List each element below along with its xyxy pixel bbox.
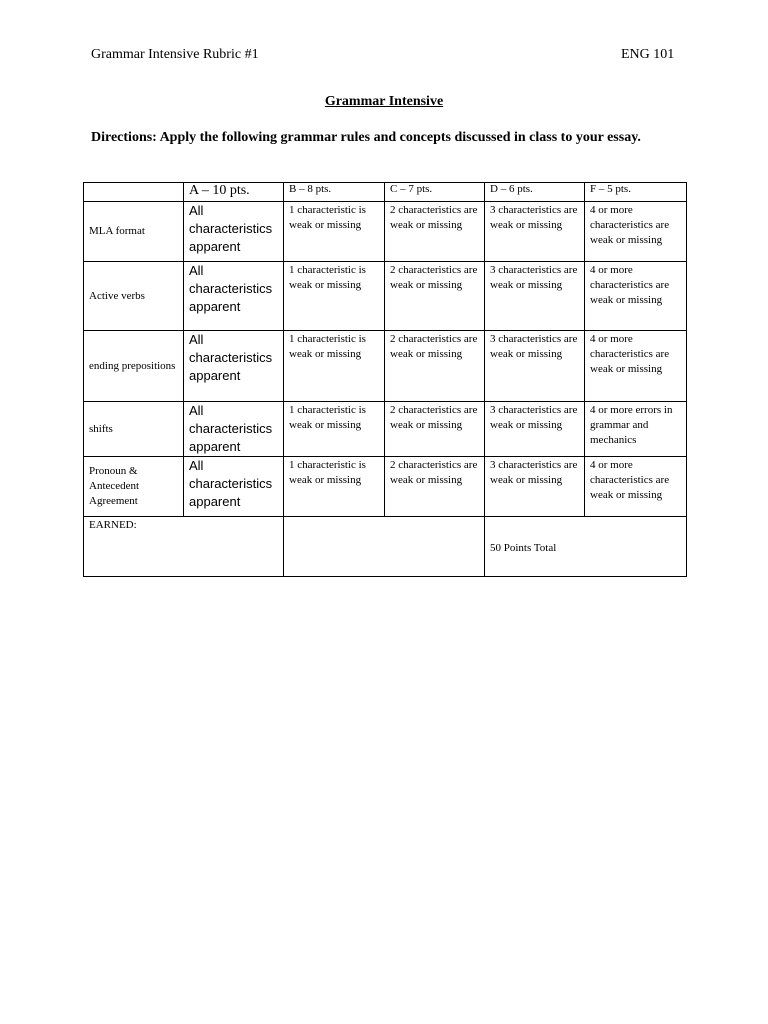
- grade-a-cell: All characteristics apparent: [184, 202, 284, 262]
- grade-f-cell: 4 or more characteristics are weak or missing: [585, 262, 687, 331]
- column-header-f: F – 5 pts.: [585, 183, 687, 202]
- grade-c-cell: 2 characteristics are weak or missing: [385, 262, 485, 331]
- criterion-cell: shifts: [84, 402, 184, 457]
- table-row: [84, 402, 687, 457]
- column-header-d: D – 6 pts.: [485, 183, 585, 202]
- earned-score-cell: [284, 517, 485, 577]
- directions-text: Directions: Apply the following grammar rules and concepts discussed in class to your essay.: [91, 130, 641, 145]
- grade-c-cell: 2 characteristics are weak or missing: [385, 402, 485, 457]
- grade-a-cell: All characteristics apparent: [184, 402, 284, 457]
- grade-d-cell: 3 characteristics are weak or missing: [485, 202, 585, 262]
- page-title: Grammar Intensive: [324, 94, 444, 109]
- header-course-title: Grammar Intensive Rubric #1: [91, 47, 259, 62]
- grade-b-cell: 1 characteristic is weak or missing: [284, 457, 385, 517]
- criterion-cell: Active verbs: [84, 262, 184, 331]
- grade-f-cell: 4 or more characteristics are weak or missing: [585, 457, 687, 517]
- grade-a-cell: All characteristics apparent: [184, 331, 284, 402]
- grade-d-cell: 3 characteristics are weak or missing: [485, 402, 585, 457]
- grade-b-cell: 1 characteristic is weak or missing: [284, 402, 385, 457]
- table-row: [84, 202, 687, 262]
- header-course-code: ENG 101: [621, 47, 675, 62]
- grade-c-cell: 2 characteristics are weak or missing: [385, 331, 485, 402]
- grade-b-cell: 1 characteristic is weak or missing: [284, 331, 385, 402]
- column-header-b: B – 8 pts.: [284, 183, 385, 202]
- grade-a-cell: All characteristics apparent: [184, 262, 284, 331]
- criterion-cell: ending prepositions: [84, 331, 184, 402]
- grade-a-cell: All characteristics apparent: [184, 457, 284, 517]
- criterion-cell: MLA format: [84, 202, 184, 262]
- grade-d-cell: 3 characteristics are weak or missing: [485, 457, 585, 517]
- grade-b-cell: 1 characteristic is weak or missing: [284, 262, 385, 331]
- table-row: [84, 331, 687, 402]
- grade-f-cell: 4 or more errors in grammar and mechanics: [585, 402, 687, 457]
- criterion-cell: Pronoun & Antecedent Agreement: [84, 457, 184, 517]
- column-header-criterion: [84, 183, 184, 202]
- earned-row: [84, 517, 687, 577]
- grade-f-cell: 4 or more characteristics are weak or missing: [585, 331, 687, 402]
- earned-label: EARNED:: [84, 517, 284, 577]
- points-total-label: 50 Points Total: [485, 517, 687, 577]
- table-row: [84, 262, 687, 331]
- grade-f-cell: 4 or more characteristics are weak or missing: [585, 202, 687, 262]
- rubric-header-row: [84, 183, 687, 202]
- rubric-table: [83, 182, 687, 577]
- table-row: [84, 457, 687, 517]
- grade-d-cell: 3 characteristics are weak or missing: [485, 262, 585, 331]
- column-header-a: A – 10 pts.: [184, 183, 284, 202]
- column-header-c: C – 7 pts.: [385, 183, 485, 202]
- grade-b-cell: 1 characteristic is weak or missing: [284, 202, 385, 262]
- grade-d-cell: 3 characteristics are weak or missing: [485, 331, 585, 402]
- grade-c-cell: 2 characteristics are weak or missing: [385, 457, 485, 517]
- grade-c-cell: 2 characteristics are weak or missing: [385, 202, 485, 262]
